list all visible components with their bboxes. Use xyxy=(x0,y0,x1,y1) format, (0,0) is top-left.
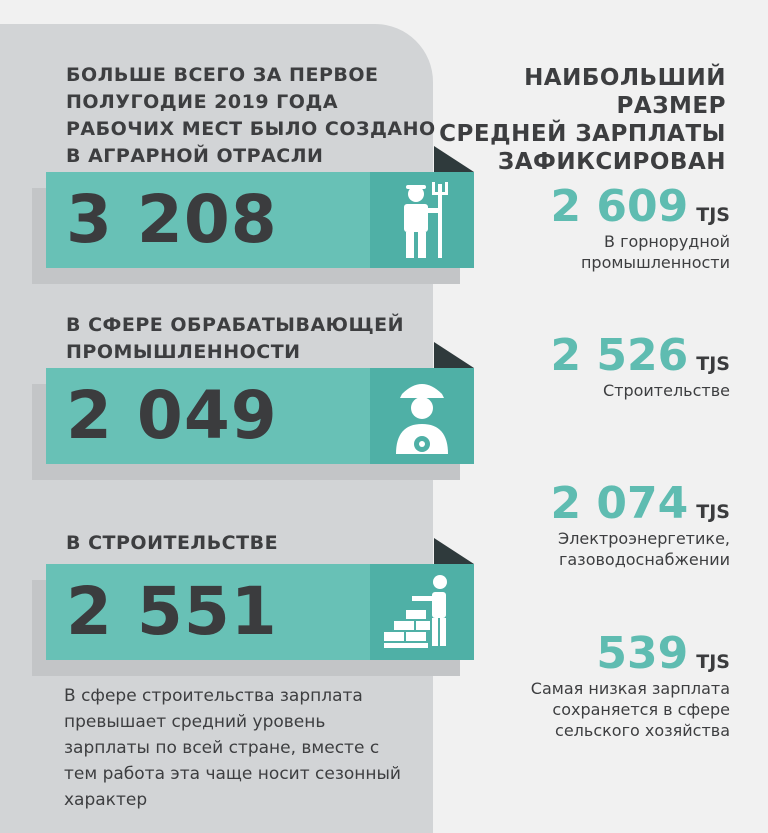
salary-value: 2 526 xyxy=(550,330,689,381)
salary-stat-construction xyxy=(430,332,730,401)
salary-value: 2 609 xyxy=(550,181,689,232)
section-heading-agriculture: БОЛЬШЕ ВСЕГО ЗА ПЕРВОЕ ПОЛУГОДИЕ 2019 ГОДА РАБОЧИХ МЕСТ БЫЛО СОЗДАНО В АГРАРНОЙ ОТРАСЛИ xyxy=(66,64,436,167)
salary-value: 539 xyxy=(596,628,689,679)
currency-label: TJS xyxy=(696,204,730,226)
salary-description: Электроэнергетике, газоводоснабжении xyxy=(558,529,730,569)
value-band-agriculture xyxy=(46,172,474,268)
salary-value: 2 074 xyxy=(550,478,689,529)
salary-stat-energy xyxy=(430,480,730,570)
currency-label: TJS xyxy=(696,651,730,673)
value-band-manufacturing xyxy=(46,368,474,464)
salary-stat-mining xyxy=(430,183,730,273)
currency-label: TJS xyxy=(696,353,730,375)
jobs-count-agriculture: 3 208 xyxy=(66,181,278,258)
currency-label: TJS xyxy=(696,501,730,523)
salary-description: Самая низкая зарплата сохраняется в сфере сельского хозяйства xyxy=(530,679,730,740)
jobs-count-construction: 2 551 xyxy=(66,573,278,650)
jobs-count-manufacturing: 2 049 xyxy=(66,377,278,454)
section-heading-manufacturing: В СФЕРЕ ОБРАБАТЫВАЮЩЕЙ ПРОМЫШЛЕННОСТИ xyxy=(66,314,405,363)
right-title: НАИБОЛЬШИЙ РАЗМЕР СРЕДНЕЙ ЗАРПЛАТЫ ЗАФИКСИРОВАН xyxy=(439,65,726,175)
section-heading-construction: В СТРОИТЕЛЬСТВЕ xyxy=(66,532,279,554)
construction-note: В сфере строительства зарплата превышает средний уровень зарплаты по всей стране, вместе с тем работа эта чаще носит сезонный характер xyxy=(64,686,401,810)
value-band-construction xyxy=(46,564,474,660)
salary-stat-agriculture xyxy=(430,630,730,741)
salary-description: В горнорудной промышленности xyxy=(580,232,730,272)
salary-description: Строительстве xyxy=(602,381,730,400)
